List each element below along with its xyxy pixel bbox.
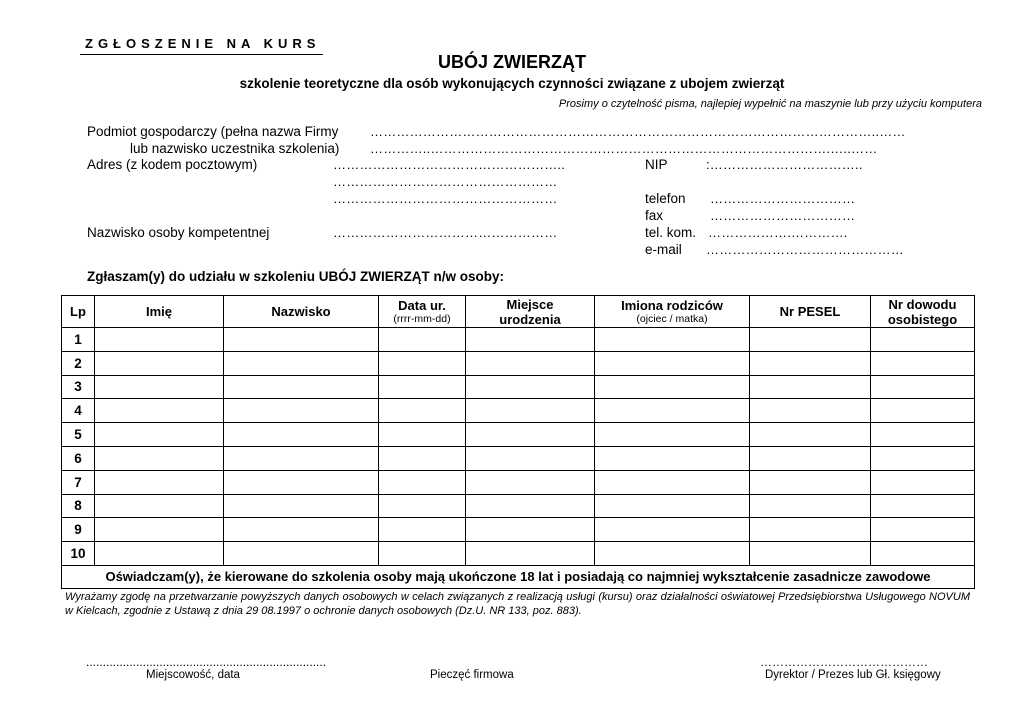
entity-label-line1: Podmiot gospodarczy (pełna nazwa Firmy bbox=[87, 124, 339, 139]
column-header-first-name bbox=[95, 296, 224, 328]
fill-instruction-note: Prosimy o czytelność pisma, najlepiej wypełnić na maszynie lub przy użyciu komputera bbox=[558, 98, 982, 110]
first-name-cell[interactable] bbox=[95, 423, 224, 447]
parents-names-cell[interactable] bbox=[595, 470, 750, 494]
age-education-statement: Oświadczam(y), że kierowane do szkolenia osoby mają ukończone 18 lat i posiadają co najmniej wykształcenie zasadnicze zawodowe bbox=[62, 565, 975, 588]
fax-label: fax bbox=[645, 208, 664, 223]
row-number: 3 bbox=[62, 375, 95, 399]
row-number: 4 bbox=[62, 399, 95, 423]
contact-person-label: Nazwisko osoby kompetentnej bbox=[87, 225, 270, 240]
table-row bbox=[62, 351, 975, 375]
table-row bbox=[62, 470, 975, 494]
birth-date-cell[interactable] bbox=[379, 399, 466, 423]
row-number: 9 bbox=[62, 518, 95, 542]
column-header-label: Nazwisko bbox=[271, 304, 331, 319]
last-name-cell[interactable] bbox=[224, 375, 379, 399]
parents-names-cell[interactable] bbox=[595, 494, 750, 518]
place-date-label: Miejscowość, data bbox=[146, 669, 240, 681]
director-signature-field[interactable]: …………………………………… bbox=[760, 655, 928, 669]
pesel-cell[interactable] bbox=[750, 518, 871, 542]
column-header-label: Data ur. bbox=[398, 298, 446, 313]
table-body bbox=[62, 328, 975, 566]
row-number: 6 bbox=[62, 446, 95, 470]
participants-declaration: Zgłaszam(y) do udziału w szkoleniu UBÓJ ZWIERZĄT n/w osoby: bbox=[87, 269, 505, 284]
column-header-label: Nr dowodu osobistego bbox=[887, 296, 958, 327]
nip-field[interactable]: :…………………………….. bbox=[706, 157, 863, 172]
fax-field[interactable]: …………………………… bbox=[710, 208, 856, 223]
parents-names-cell[interactable] bbox=[595, 399, 750, 423]
participants-table bbox=[61, 295, 975, 589]
first-name-cell[interactable] bbox=[95, 470, 224, 494]
last-name-cell[interactable] bbox=[224, 423, 379, 447]
page-title: UBÓJ ZWIERZĄT bbox=[438, 52, 586, 72]
email-label: e-mail bbox=[645, 242, 682, 257]
address-field-line2[interactable]: …………………………………………… bbox=[333, 174, 558, 189]
address-field-line1[interactable]: …………………………………………….. bbox=[333, 157, 566, 172]
pesel-cell[interactable] bbox=[750, 328, 871, 352]
id-number-cell[interactable] bbox=[871, 470, 975, 494]
birth-place-cell[interactable] bbox=[466, 470, 595, 494]
birth-date-cell[interactable] bbox=[379, 423, 466, 447]
pesel-cell[interactable] bbox=[750, 542, 871, 566]
column-header-label: Nr PESEL bbox=[779, 304, 841, 319]
birth-date-cell[interactable] bbox=[379, 518, 466, 542]
column-header-label: Lp bbox=[70, 304, 86, 319]
birth-date-cell[interactable] bbox=[379, 446, 466, 470]
birth-place-cell[interactable] bbox=[466, 423, 595, 447]
column-header-pesel bbox=[750, 296, 871, 328]
pesel-cell[interactable] bbox=[750, 351, 871, 375]
parents-names-cell[interactable] bbox=[595, 351, 750, 375]
director-signature-label: Dyrektor / Prezes lub Gł. księgowy bbox=[765, 669, 941, 681]
column-header-label: Imię bbox=[145, 304, 172, 319]
row-number: 2 bbox=[62, 351, 95, 375]
birth-date-cell[interactable] bbox=[379, 470, 466, 494]
first-name-cell[interactable] bbox=[95, 399, 224, 423]
phone-field[interactable]: …………………………… bbox=[710, 191, 856, 206]
last-name-cell[interactable] bbox=[224, 399, 379, 423]
table-row bbox=[62, 423, 975, 447]
birth-place-cell[interactable] bbox=[466, 542, 595, 566]
pesel-cell[interactable] bbox=[750, 494, 871, 518]
pesel-cell[interactable] bbox=[750, 446, 871, 470]
entity-field-line2[interactable]: …………..……………………………………………………………………………….…..…… bbox=[370, 141, 878, 156]
column-header-id-number bbox=[871, 296, 975, 328]
last-name-cell[interactable] bbox=[224, 518, 379, 542]
first-name-cell[interactable] bbox=[95, 518, 224, 542]
id-number-cell[interactable] bbox=[871, 351, 975, 375]
id-number-cell[interactable] bbox=[871, 494, 975, 518]
table-row bbox=[62, 399, 975, 423]
first-name-cell[interactable] bbox=[95, 446, 224, 470]
table-row bbox=[62, 446, 975, 470]
mobile-field[interactable]: ……………….…………. bbox=[708, 225, 848, 240]
birth-place-cell[interactable] bbox=[466, 351, 595, 375]
id-number-cell[interactable] bbox=[871, 423, 975, 447]
column-header-birth-date bbox=[379, 296, 466, 328]
first-name-cell[interactable] bbox=[95, 351, 224, 375]
table-row bbox=[62, 375, 975, 399]
parents-names-cell[interactable] bbox=[595, 542, 750, 566]
entity-label-line2: lub nazwisko uczestnika szkolenia) bbox=[130, 141, 340, 156]
id-number-cell[interactable] bbox=[871, 328, 975, 352]
pesel-cell[interactable] bbox=[750, 470, 871, 494]
id-number-cell[interactable] bbox=[871, 518, 975, 542]
pesel-cell[interactable] bbox=[750, 399, 871, 423]
row-number: 8 bbox=[62, 494, 95, 518]
id-number-cell[interactable] bbox=[871, 375, 975, 399]
last-name-cell[interactable] bbox=[224, 328, 379, 352]
column-header-format: (rrrr-mm-dd) bbox=[393, 313, 451, 325]
data-processing-consent: Wyrażamy zgodę na przetwarzanie powyższych danych osobowych w celach związanych z realizacją usługi (kursu) oraz działalności oświatowej Przedsiębiorstwa Usługowego NOVUM w Kielcach, zgodnie z Ustawą z dnia 29 08.1997 o ochronie danych osobowych (Dz.U. NR 133, poz. 883). bbox=[65, 591, 970, 617]
last-name-cell[interactable] bbox=[224, 542, 379, 566]
contact-person-field[interactable]: …………………………………………… bbox=[333, 225, 558, 240]
row-number: 5 bbox=[62, 423, 95, 447]
table-row bbox=[62, 518, 975, 542]
last-name-cell[interactable] bbox=[224, 494, 379, 518]
form-type-label: ZGŁOSZENIE NA KURS bbox=[85, 36, 321, 51]
email-field[interactable]: ……………………………………… bbox=[706, 242, 904, 257]
company-stamp-label: Pieczęć firmowa bbox=[430, 669, 514, 681]
pesel-cell[interactable] bbox=[750, 375, 871, 399]
page-subtitle: szkolenie teoretyczne dla osób wykonujących czynności związane z ubojem zwierząt bbox=[239, 76, 785, 91]
column-header-format: (ojciec / matka) bbox=[636, 313, 708, 325]
birth-date-cell[interactable] bbox=[379, 351, 466, 375]
mobile-label: tel. kom. bbox=[645, 225, 697, 240]
parents-names-cell[interactable] bbox=[595, 446, 750, 470]
last-name-cell[interactable] bbox=[224, 351, 379, 375]
parents-names-cell[interactable] bbox=[595, 423, 750, 447]
parents-names-cell[interactable] bbox=[595, 375, 750, 399]
row-number: 7 bbox=[62, 470, 95, 494]
birth-date-cell[interactable] bbox=[379, 542, 466, 566]
birth-place-cell[interactable] bbox=[466, 399, 595, 423]
phone-label: telefon bbox=[645, 191, 686, 206]
column-header-last-name bbox=[224, 296, 379, 328]
birth-date-cell[interactable] bbox=[379, 375, 466, 399]
column-header-birth-place bbox=[466, 296, 595, 328]
nip-label: NIP bbox=[645, 157, 668, 172]
column-header-lp bbox=[62, 296, 95, 328]
column-header-label: Imiona rodziców bbox=[621, 298, 723, 313]
column-header-parents-names bbox=[595, 296, 750, 328]
id-number-cell[interactable] bbox=[871, 446, 975, 470]
birth-place-cell[interactable] bbox=[466, 446, 595, 470]
place-date-field[interactable]: ........................................................................ bbox=[86, 655, 327, 669]
last-name-cell[interactable] bbox=[224, 446, 379, 470]
birth-date-cell[interactable] bbox=[379, 328, 466, 352]
row-number: 1 bbox=[62, 328, 95, 352]
birth-place-cell[interactable] bbox=[466, 375, 595, 399]
table-row bbox=[62, 542, 975, 566]
table-row bbox=[62, 328, 975, 352]
entity-field-line1[interactable]: ……………………………………………………………………………………………………..…… bbox=[370, 124, 906, 139]
table-header-row bbox=[62, 296, 975, 328]
last-name-cell[interactable] bbox=[224, 470, 379, 494]
first-name-cell[interactable] bbox=[95, 494, 224, 518]
id-number-cell[interactable] bbox=[871, 542, 975, 566]
statement-row bbox=[62, 565, 975, 588]
birth-place-cell[interactable] bbox=[466, 328, 595, 352]
birth-date-cell[interactable] bbox=[379, 494, 466, 518]
parents-names-cell[interactable] bbox=[595, 518, 750, 542]
birth-place-cell[interactable] bbox=[466, 494, 595, 518]
address-field-line3[interactable]: …………………………………………… bbox=[333, 191, 558, 206]
address-label: Adres (z kodem pocztowym) bbox=[87, 157, 258, 172]
parents-names-cell[interactable] bbox=[595, 328, 750, 352]
id-number-cell[interactable] bbox=[871, 399, 975, 423]
birth-place-cell[interactable] bbox=[466, 518, 595, 542]
row-number: 10 bbox=[62, 542, 95, 566]
table-row bbox=[62, 494, 975, 518]
first-name-cell[interactable] bbox=[95, 375, 224, 399]
pesel-cell[interactable] bbox=[750, 423, 871, 447]
column-header-label: Miejsce urodzenia bbox=[499, 296, 561, 327]
first-name-cell[interactable] bbox=[95, 542, 224, 566]
first-name-cell[interactable] bbox=[95, 328, 224, 352]
